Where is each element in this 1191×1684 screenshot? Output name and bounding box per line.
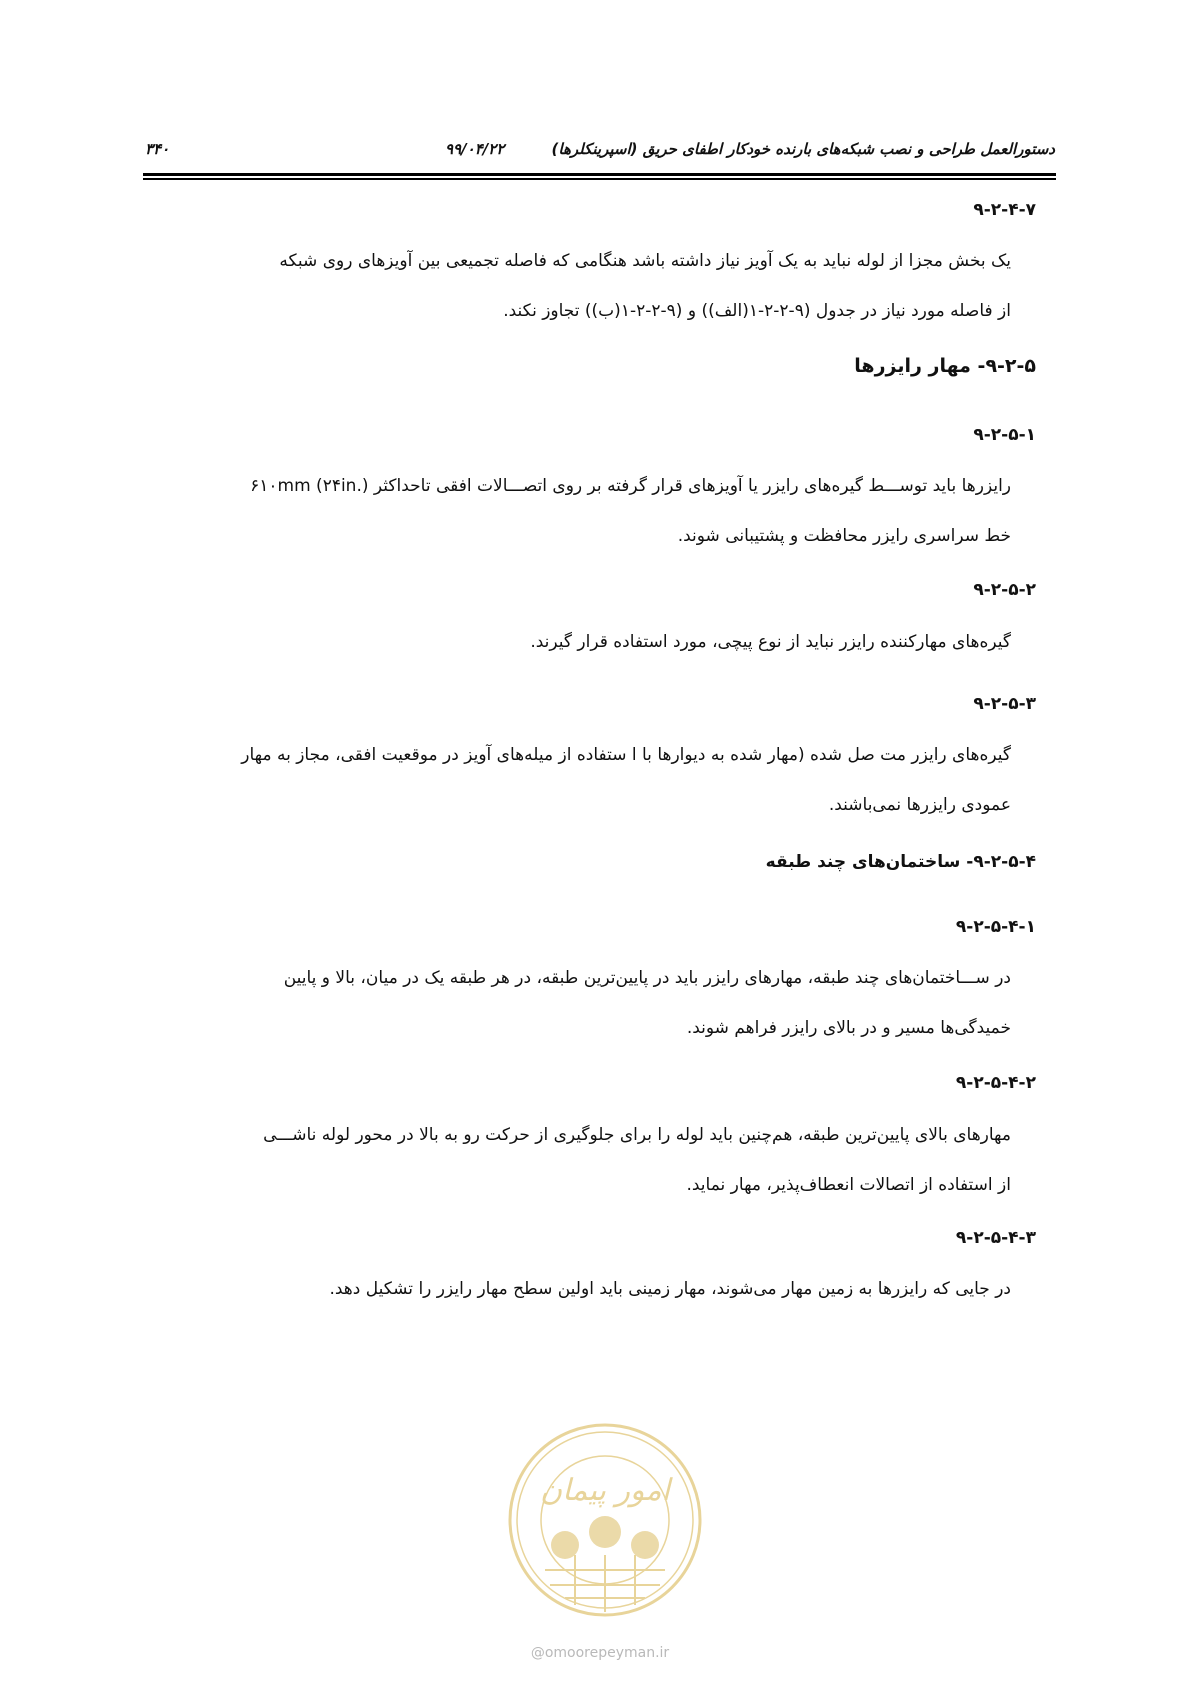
paragraph-line: مهارهای بالای پایین‌ترین طبقه، هم‌چنین باید لوله را برای جلوگیری از حرکت رو به بالا در محور لوله ناشـــی: [263, 1125, 1011, 1145]
paragraph: [155, 1274, 1036, 1324]
watermark-seal-icon: [505, 1420, 705, 1620]
paragraph-line: از فاصله مورد نیاز در جدول (۹-۲-۲-۱(الف)) و (۹-۲-۲-۱(ب)) تجاوز نکند.: [503, 301, 1011, 321]
section-number: ۹-۲-۵-۴-۳: [955, 1228, 1036, 1248]
page-header: [145, 136, 1055, 166]
paragraph-line: از استفاده از اتصالات انعطاف‌پذیر، مهار نماید.: [686, 1175, 1011, 1195]
seal-emblems: [551, 1516, 659, 1559]
paragraph-line: گیره‌های رایزر مت صل شده (مهار شده به دیوارها با ا ستفاده از میله‌های آویز در موقعیت افقی، مجاز به مهار: [241, 745, 1011, 765]
paragraph-line: گیره‌های مهارکننده رایزر نباید از نوع پیچی، مورد استفاده قرار گیرند.: [530, 632, 1011, 652]
paragraph-line: یک بخش مجزا از لوله نباید به یک آویز نیاز داشته باشد هنگامی که فاصله تجمیعی بین آویزهای روی شبکه: [279, 251, 1011, 271]
paragraph: [155, 246, 1036, 346]
section-number: ۹-۲-۵-۴-۲: [955, 1073, 1036, 1093]
paragraph-line: خمیدگی‌ها مسیر و در بالای رایزر فراهم شوند.: [686, 1018, 1011, 1038]
paragraph-line: رایزرها باید توســـط گیره‌های رایزر یا آویزهای قرار گرفته بر روی اتصـــالات افقی تاحداکثر ۶۱۰mm (۲۴in.): [250, 476, 1011, 496]
section-number: ۹-۲-۵-۴-۱: [955, 917, 1036, 937]
section-number: ۹-۲-۴-۷: [973, 200, 1036, 220]
paragraph-line: در ســـاختمان‌های چند طبقه، مهارهای رایزر باید در پایین‌ترین طبقه، در هر طبقه یک در میان، بالا و پایین: [283, 968, 1011, 988]
seal-text: امور پیمان: [540, 1473, 670, 1508]
section-heading: ۹-۲-۵- مهار رایزرها: [854, 355, 1036, 377]
section-number: ۹-۲-۵-۳: [973, 694, 1036, 714]
paragraph: [155, 963, 1036, 1063]
paragraph: [155, 627, 1036, 677]
header-rule-thin: [143, 178, 1056, 180]
paragraph-line: عمودی رایزرها نمی‌باشند.: [828, 795, 1011, 815]
page-number: ۳۴۰: [145, 140, 170, 158]
paragraph: [155, 471, 1036, 571]
paragraph: [155, 1120, 1036, 1220]
section-number: ۹-۲-۵-۲: [973, 580, 1036, 600]
paragraph: [155, 740, 1036, 840]
header-title: دستورالعمل طراحی و نصب شبکه‌های بارنده خودکار اطفای حریق (اسپرینکلرها): [551, 140, 1055, 158]
section-number: ۹-۲-۵-۱: [973, 425, 1036, 445]
subsection-heading: ۹-۲-۵-۴- ساختمان‌های چند طبقه: [765, 852, 1036, 872]
paragraph-line: در جایی که رایزرها به زمین مهار می‌شوند، مهار زمینی باید اولین سطح مهار رایزر را تشکیل دهد.: [329, 1279, 1011, 1299]
paragraph-line: خط سراسری رایزر محافظت و پشتیبانی شوند.: [677, 526, 1011, 546]
header-date: ۹۹/۰۴/۲۲: [445, 140, 505, 158]
watermark-site: @omoorepeyman.ir: [530, 1645, 670, 1661]
header-rule-thick: [143, 173, 1056, 176]
